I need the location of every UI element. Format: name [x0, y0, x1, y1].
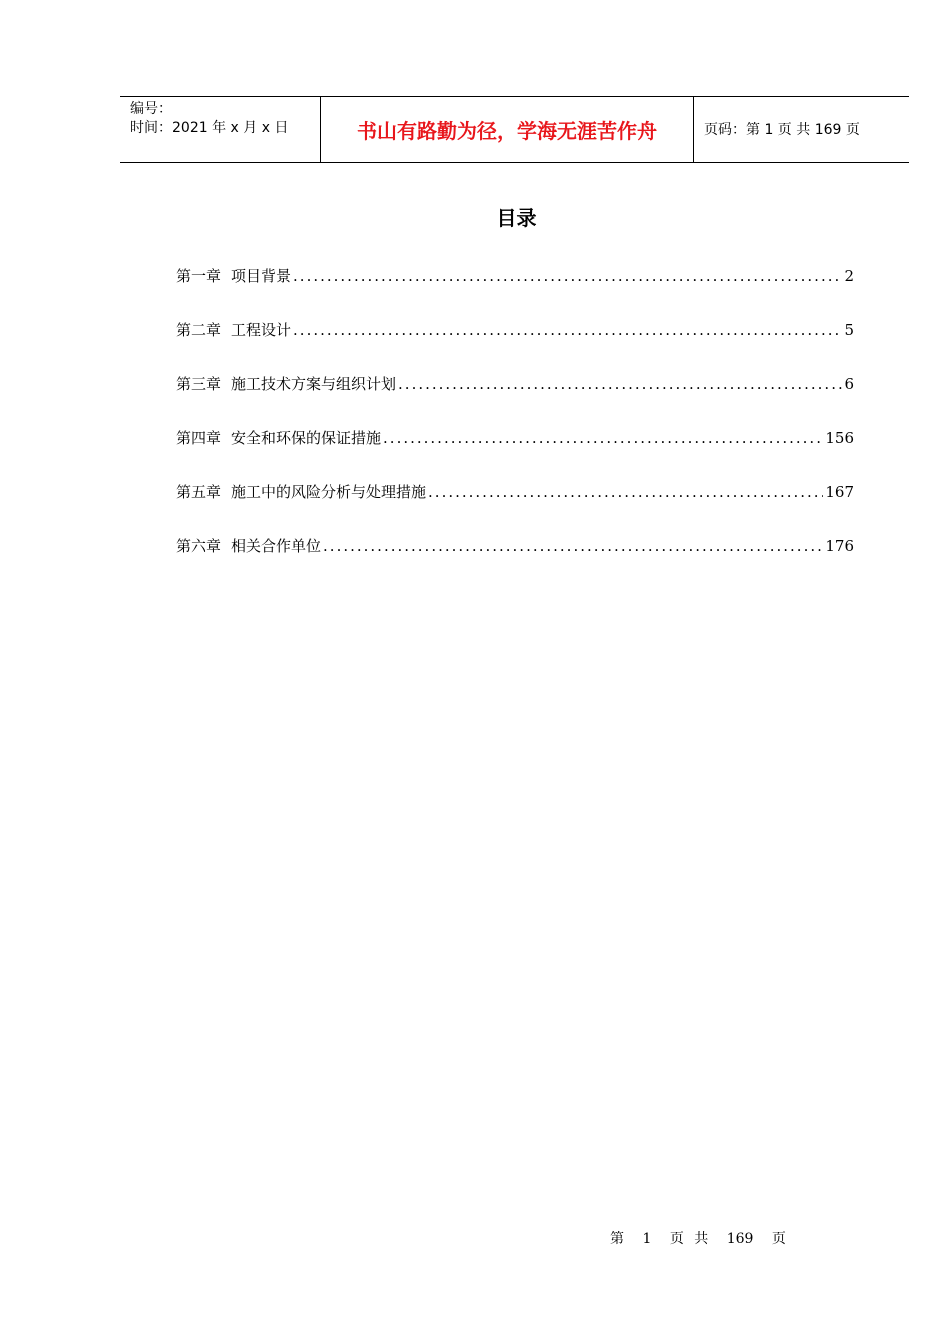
- page-footer: [610, 1229, 794, 1249]
- toc-entry[interactable]: [176, 374, 854, 394]
- page-header: [120, 96, 909, 163]
- toc-entry-leader: [323, 536, 823, 556]
- header-page-cell: [694, 97, 909, 162]
- toc-entry[interactable]: [176, 482, 854, 502]
- document-number-label: 编号：: [130, 101, 172, 117]
- header-meta-cell: [120, 97, 321, 162]
- toc-entry-page: 6: [844, 375, 854, 393]
- toc-entry-title: 施工技术方案与组织计划: [231, 375, 397, 393]
- toc-entry-leader: [383, 428, 823, 448]
- toc-entry-leader: [428, 482, 823, 502]
- toc-entry[interactable]: [176, 320, 854, 340]
- footer-page-number: 1: [642, 1231, 652, 1247]
- toc-entry-chapter: 第一章: [176, 267, 222, 285]
- footer-middle: 页 共: [669, 1231, 709, 1247]
- toc-entry-leader: [398, 374, 842, 394]
- header-motto: 书山有路勤为径，学海无涯苦作舟: [357, 119, 657, 143]
- toc-entry-title: 工程设计: [231, 321, 292, 339]
- toc-entry-chapter: 第六章: [176, 537, 222, 555]
- footer-prefix: 第: [610, 1231, 624, 1247]
- toc-entry-chapter: 第二章: [176, 321, 222, 339]
- toc-entry-title: 项目背景: [231, 267, 292, 285]
- toc-entry-title: 相关合作单位: [231, 537, 322, 555]
- footer-suffix: 页: [771, 1231, 786, 1247]
- footer-total-pages: 169: [726, 1231, 754, 1247]
- toc-entry[interactable]: [176, 266, 854, 286]
- toc-entry-page: 176: [825, 537, 854, 555]
- toc-entry[interactable]: [176, 428, 854, 448]
- toc-entry-page: 5: [844, 321, 854, 339]
- toc-entry-page: 167: [825, 483, 854, 501]
- toc-entry[interactable]: [176, 536, 854, 556]
- toc-entry-page: 156: [825, 429, 854, 447]
- header-motto-cell: [321, 97, 694, 162]
- toc-title: 目录: [496, 206, 537, 230]
- toc-entry-chapter: 第三章: [176, 375, 222, 393]
- toc-entry-chapter: 第五章: [176, 483, 222, 501]
- toc-entry-chapter: 第四章: [176, 429, 222, 447]
- toc-entry-leader: [293, 266, 842, 286]
- document-time-label: 时间：2021 年 x 月 x 日: [130, 120, 289, 136]
- toc-entry-title: 安全和环保的保证措施: [231, 429, 382, 447]
- toc-entry-page: 2: [844, 267, 854, 285]
- toc-entry-leader: [293, 320, 842, 340]
- header-page-info: 页码：第 1 页 共 169 页: [704, 122, 860, 138]
- toc-entry-title: 施工中的风险分析与处理措施: [231, 483, 427, 501]
